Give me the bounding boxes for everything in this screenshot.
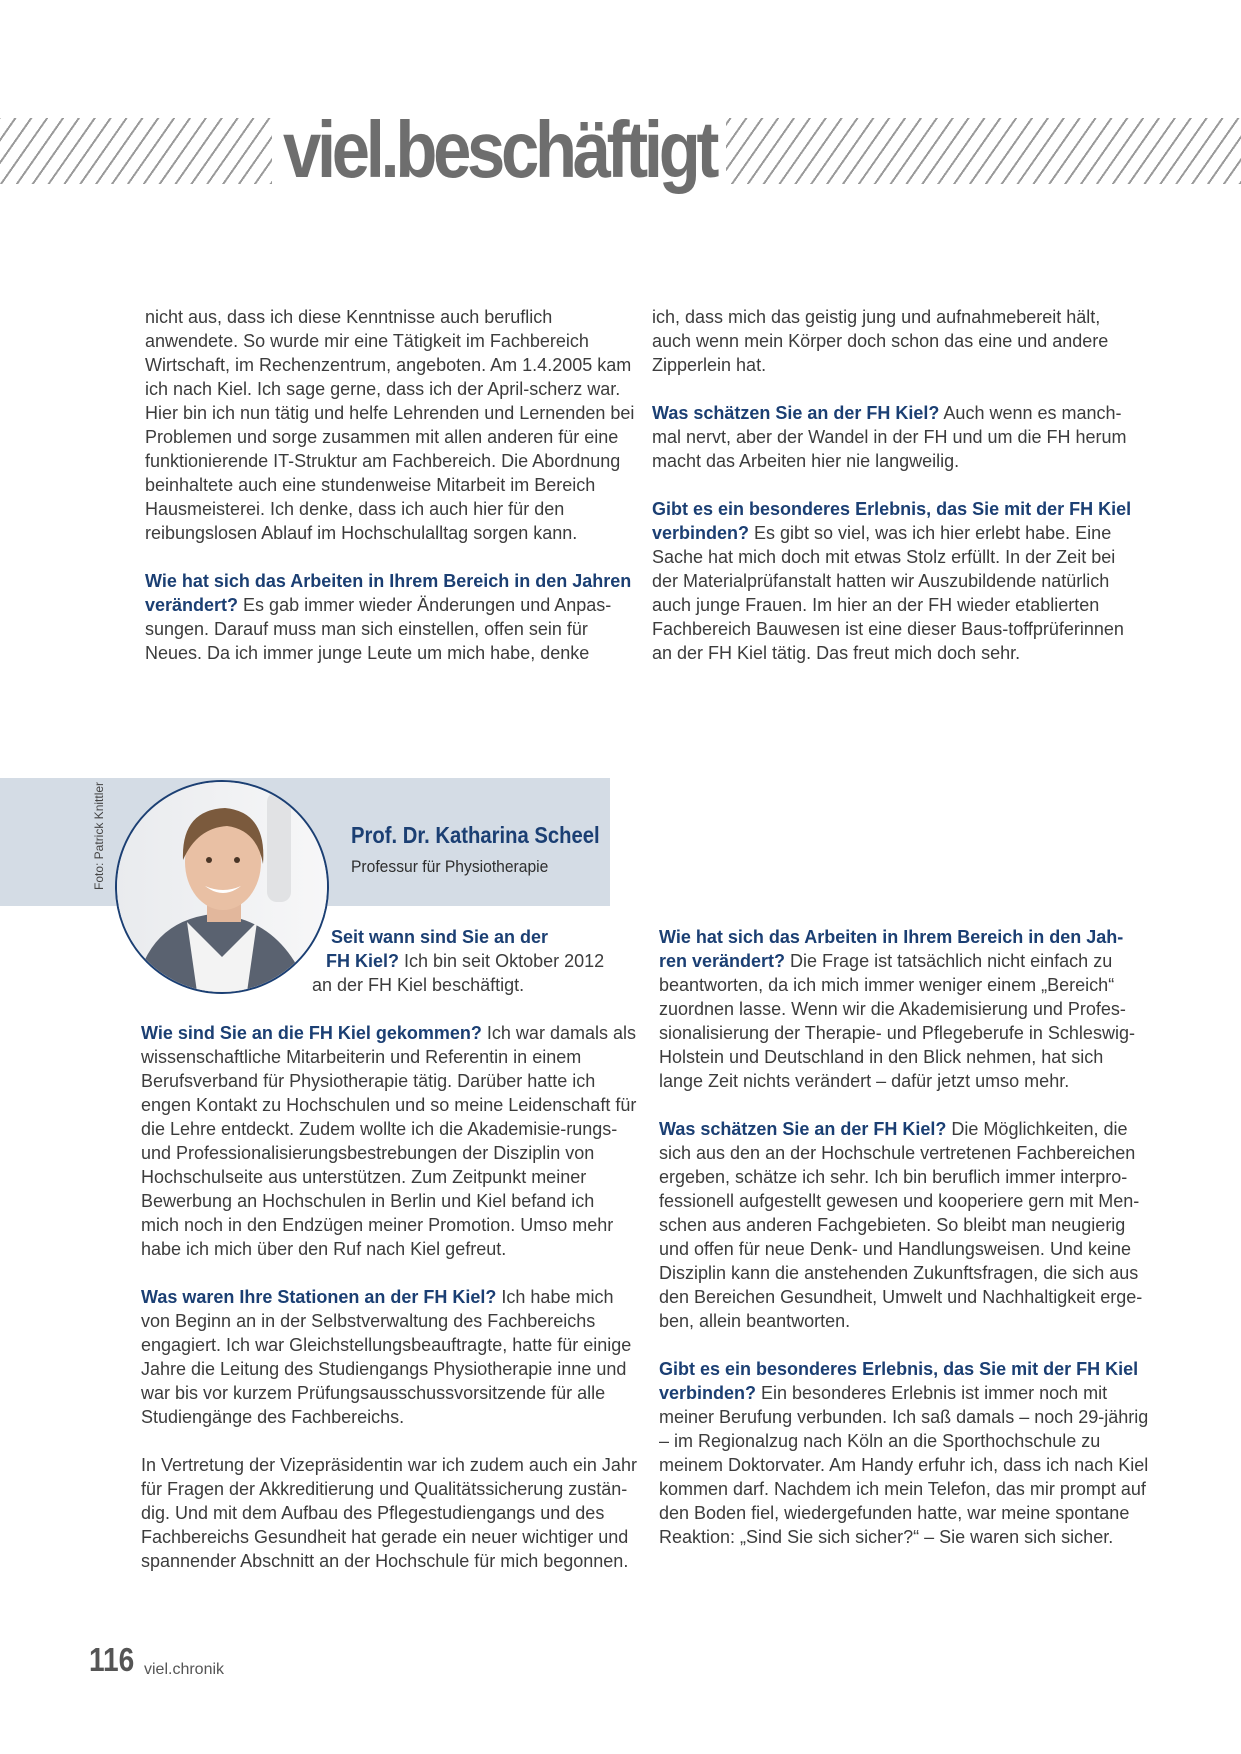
answer: Ich habe mich von Beginn an in der Selbstverwaltung des Fachbereichs engagiert. Ich war Gleichstellungsbeauftragte, hatte für einige Jahre die Leitung des Studiengangs Physiotherapie inne und war bis vor kurzem Prüfungsausschussvorsitzende für alle Studiengänge des Fachbereichs. — [141, 1287, 632, 1427]
article-top-column-2 — [652, 305, 1142, 689]
paragraph — [652, 401, 1142, 473]
question: Was schätzen Sie an der FH Kiel? — [652, 403, 940, 423]
article-top-column-1 — [145, 305, 635, 689]
answer: Auch wenn es manch-mal nervt, aber der Wandel in der FH und um die FH herum macht das Arbeiten hier nie langweilig. — [652, 403, 1127, 471]
paragraph — [141, 1285, 637, 1429]
answer: Ich bin seit Oktober 2012 — [399, 951, 605, 971]
answer: Die Frage ist tatsächlich nicht einfach zu beantworten, da ich mich immer weniger einem „Bereich“ zuordnen lasse. Wenn wir die Akademisierung und Profes-sionalisierung der Therapie- und Pflegeberufe in Schleswig-Holstein und Deutschland in den Blick nehmen, hat sich lange Zeit nichts verändert – dafür jetzt umso mehr. — [659, 951, 1135, 1091]
answer: an der FH Kiel beschäftigt. — [312, 975, 525, 995]
article-bottom-column-2 — [659, 925, 1149, 1573]
paragraph — [652, 497, 1142, 665]
question: Was waren Ihre Stationen an der FH Kiel? — [141, 1287, 497, 1307]
intro-line — [141, 949, 637, 973]
paragraph — [659, 1117, 1149, 1333]
question: FH Kiel? — [326, 951, 400, 971]
answer: Es gab immer wieder Änderungen und Anpas-sungen. Darauf muss man sich einstellen, offen sein für Neues. Da ich immer junge Leute um mich habe, denke — [145, 595, 612, 663]
question: Wie hat sich das Arbeiten in Ihrem Bereich in den Jahren verändert? — [145, 571, 632, 615]
answer: Ein besonderes Erlebnis ist immer noch mit meiner Berufung verbunden. Ich saß damals – noch 29-jährig – im Regionalzug nach Köln an die Sporthochschule zu meinem Doktorvater. Am Handy erfuhr ich, dass ich nach Kiel kommen darf. Nachdem ich mein Telefon, das mir prompt auf den Boden fiel, wiedergefunden hatte, war meine spontane Reaktion: „Sind Sie sich sicher?“ – Sie waren sich sicher. — [659, 1383, 1149, 1547]
header-hatch-right — [726, 118, 1241, 184]
page-title: viel.beschäftigt — [283, 105, 716, 194]
header-hatch-left — [0, 118, 272, 184]
question: Gibt es ein besonderes Erlebnis, das Sie mit der FH Kiel verbinden? — [659, 1359, 1139, 1403]
page-number: 116 — [89, 1641, 135, 1678]
answer: Es gibt so viel, was ich hier erlebt habe. Eine Sache hat mich doch mit etwas Stolz erfüllt. In der Zeit bei der Materialprüfanstalt hatten wir Auszubildende natürlich auch junge Frauen. Im hier an der FH wieder etablierten Fachbereich Bauwesen ist eine dieser Baus-toffprüferinnen an der FH Kiel tätig. Das freut mich doch sehr. — [652, 523, 1124, 663]
paragraph: ich, dass mich das geistig jung und aufnahmebereit hält, auch wenn mein Körper doch schon das eine und andere Zipperlein hat. — [652, 307, 1109, 375]
paragraph — [659, 1357, 1149, 1549]
publication-name: viel.chronik — [144, 1661, 225, 1678]
profile-name: Prof. Dr. Katharina Scheel — [351, 822, 600, 848]
paragraph: In Vertretung der Vizepräsidentin war ich zudem auch ein Jahr für Fragen der Akkreditierung und Qualitätssicherung zustän-dig. Und mit dem Aufbau des Pflegestudiengangs und des Fachbereichs Gesundheit hat gerade ein neuer wichtiger und spannender Abschnitt an der Hochschule für mich begonnen. — [141, 1455, 637, 1571]
paragraph — [145, 569, 635, 665]
paragraph — [141, 1021, 637, 1261]
intro-paragraph — [141, 925, 637, 997]
profile-role: Professur für Physiotherapie — [351, 857, 549, 876]
answer: Ich war damals als wissenschaftliche Mitarbeiterin und Referentin in einem Berufsverband für Physiotherapie tätig. Darüber hatte ich engen Kontakt zu Hochschulen und so meine Leidenschaft für die Lehre entdeckt. Zudem wollte ich die Akademisie-rungs- und Professionalisierungsbestrebungen der Disziplin von Hochschulseite aus unterstützen. Zum Zeitpunkt meiner Bewerbung an Hochschulen in Berlin und Kiel befand ich mich noch in den Endzügen meiner Promotion. Umso mehr habe ich mich über den Ruf nach Kiel gefreut. — [141, 1023, 637, 1259]
paragraph — [659, 925, 1149, 1093]
paragraph: nicht aus, dass ich diese Kenntnisse auch beruflich anwendete. So wurde mir eine Tätigkeit im Fachbereich Wirtschaft, im Rechenzentrum, angeboten. Am 1.4.2005 kam ich nach Kiel. Ich sage gerne, dass ich der April-scherz war. Hier bin ich nun tätig und helfe Lehrenden und Lernenden bei Problemen und sorge zusammen mit allen anderen für eine funktionierende IT-Struktur am Fachbereich. Die Abordnung beinhaltete auch eine stundenweise Mitarbeit im Bereich Hausmeisterei. Ich denke, dass ich auch hier für den reibungslosen Ablauf im Hochschulalltag sorgen kann. — [145, 307, 635, 543]
question: Wie sind Sie an die FH Kiel gekommen? — [141, 1023, 482, 1043]
question: Gibt es ein besonderes Erlebnis, das Sie mit der FH Kiel verbinden? — [652, 499, 1132, 543]
question: Was schätzen Sie an der FH Kiel? — [659, 1119, 947, 1139]
answer: Die Möglichkeiten, die sich aus den an der Hochschule vertretenen Fachbereichen ergeben, schätze ich sehr. Ich bin beruflich immer interpro-fessionell aufgestellt gewesen und kooperiere gern mit Men-schen aus anderen Fachgebieten. So bleibt man neugierig und offen für neue Denk- und Handlungsweisen. Und keine Disziplin kann die anstehenden Zukunftsfragen, die sich aus den Bereichen Gesundheit, Umwelt und Nachhaltigkeit erge-ben, allein beantworten. — [659, 1119, 1143, 1331]
photo-credit: Foto: Patrick Knittler — [92, 781, 106, 890]
question: Wie hat sich das Arbeiten in Ihrem Bereich in den Jah-ren verändert? — [659, 927, 1124, 971]
article-bottom-column-1 — [141, 925, 637, 1597]
question: Seit wann sind Sie an der — [331, 927, 549, 947]
